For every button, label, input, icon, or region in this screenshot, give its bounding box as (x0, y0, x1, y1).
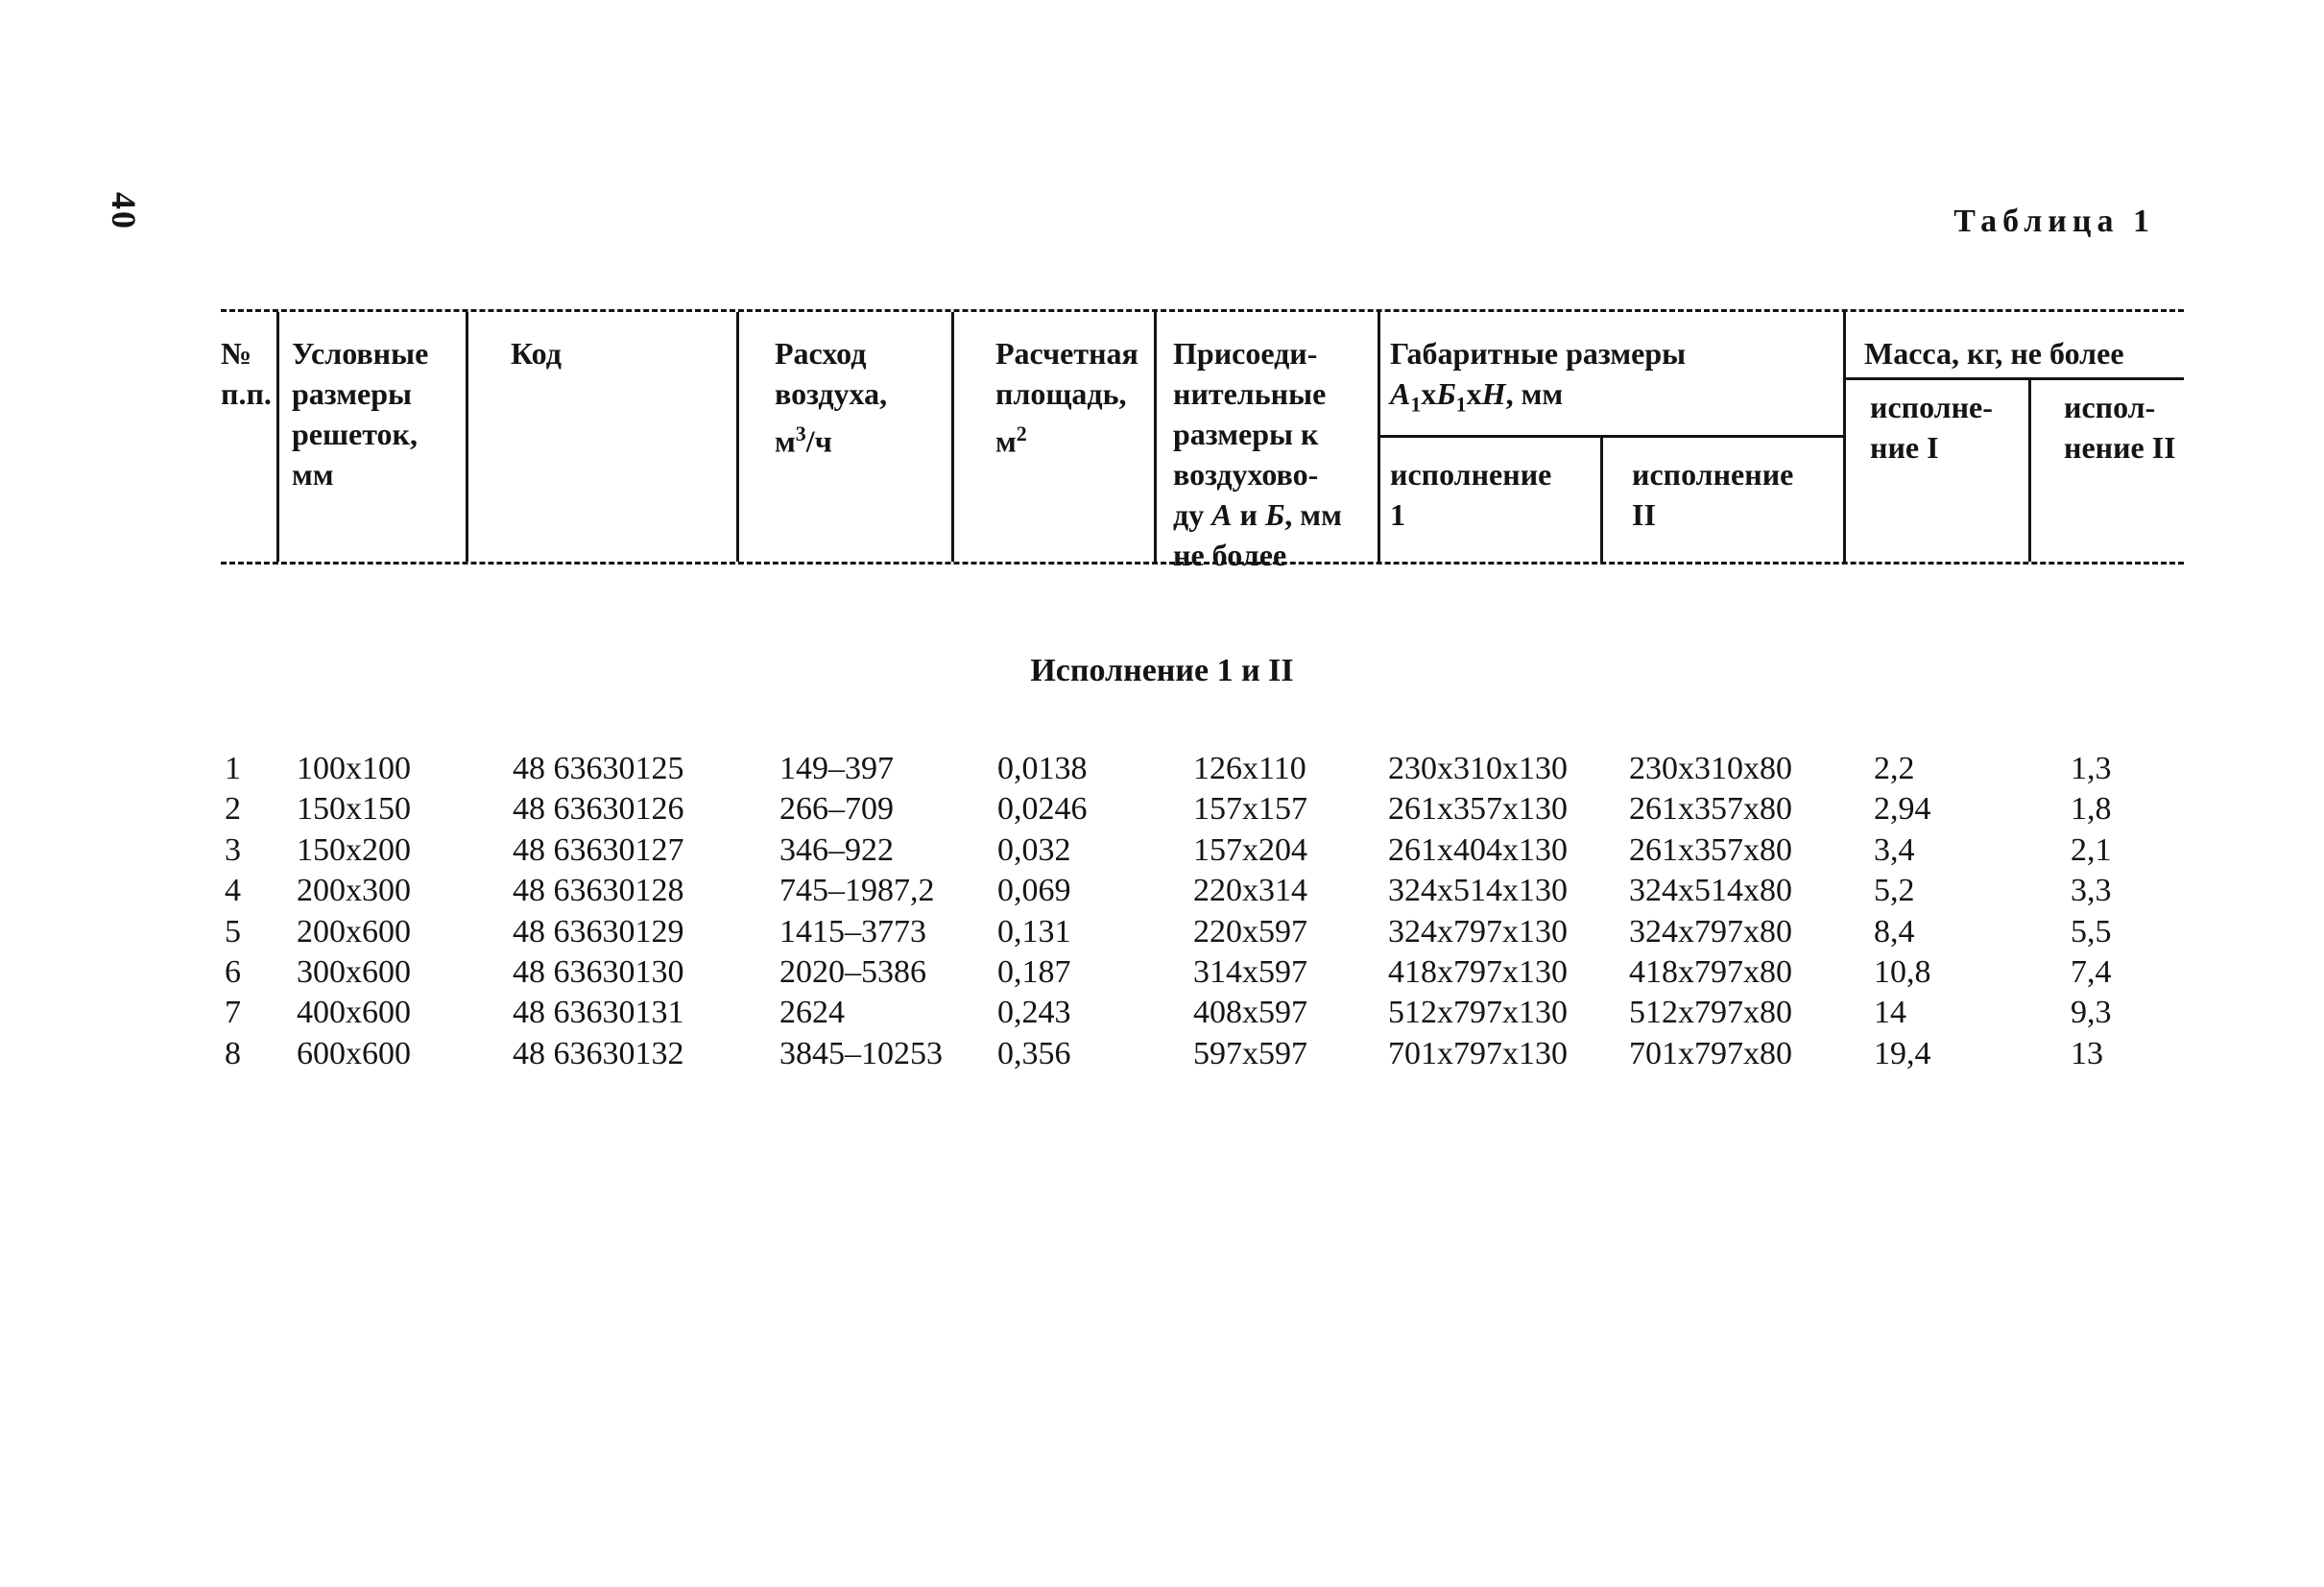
cell-area: 0,069 (997, 873, 1071, 909)
cell-mass1: 8,4 (1874, 913, 1915, 950)
header-flow: Расход воздуха, $м^3/ч$ (775, 336, 888, 459)
header-size: Условные размеры решеток, мм (292, 336, 429, 492)
cell-connect: 220x597 (1193, 913, 1307, 950)
cell-code: 48 63630125 (513, 751, 684, 786)
cell-num: 3 (225, 831, 241, 868)
cell-connect: 157x157 (1193, 791, 1307, 828)
cell-dim2: 261x357x80 (1629, 831, 1792, 868)
header-connect: Присоеди- нительные размеры к воздухово- ду А и Б, мм не более (1173, 336, 1342, 572)
cell-mass1: 10,8 (1874, 953, 1931, 990)
cell-flow: 266–709 (779, 791, 894, 828)
column-divider (1600, 435, 1603, 562)
cell-code: 48 63630127 (513, 831, 684, 868)
cell-connect: 157x204 (1193, 831, 1307, 868)
cell-flow: 3845–10253 (779, 1035, 943, 1071)
cell-dim1: 701x797x130 (1388, 1035, 1568, 1071)
cell-mass1: 2,2 (1874, 751, 1915, 786)
table-row (0, 832, 2324, 873)
cell-dim1: 261x404x130 (1388, 831, 1568, 868)
cell-code: 48 63630128 (513, 873, 684, 909)
cell-connect: 314x597 (1193, 953, 1307, 990)
cell-dim1: 261x357x130 (1388, 791, 1568, 828)
table-row (0, 791, 2324, 831)
column-divider (2028, 379, 2031, 562)
cell-size: 400x600 (297, 995, 411, 1031)
cell-area: 0,243 (997, 995, 1071, 1031)
table-row (0, 995, 2324, 1035)
header-num: № п.п. (221, 336, 272, 411)
header-mass: Масса, кг, не более (1864, 336, 2124, 371)
table-title: Таблица 1 (1953, 204, 2155, 239)
cell-flow: 2020–5386 (779, 953, 926, 990)
cell-area: 0,0138 (997, 751, 1088, 786)
cell-code: 48 63630130 (513, 953, 684, 990)
cell-num: 1 (225, 751, 241, 786)
cell-mass1: 3,4 (1874, 831, 1915, 868)
cell-size: 150x150 (297, 791, 411, 828)
cell-dim1: 324x797x130 (1388, 913, 1568, 950)
table-row (0, 914, 2324, 954)
cell-mass2: 5,5 (2071, 913, 2112, 950)
cell-mass1: 19,4 (1874, 1035, 1931, 1071)
cell-area: 0,187 (997, 953, 1071, 990)
cell-mass1: 2,94 (1874, 791, 1931, 828)
header-overall-ver2: исполнение II (1632, 457, 1794, 532)
cell-area: 0,0246 (997, 791, 1088, 828)
cell-num: 6 (225, 953, 241, 990)
table-row (0, 954, 2324, 995)
cell-size: 150x200 (297, 831, 411, 868)
cell-area: 0,032 (997, 831, 1071, 868)
cell-num: 8 (225, 1035, 241, 1071)
cell-dim2: 701x797x80 (1629, 1035, 1792, 1071)
cell-num: 5 (225, 913, 241, 950)
table-row (0, 873, 2324, 913)
table-row (0, 1036, 2324, 1076)
table-body (0, 751, 2324, 1076)
header-code: Код (511, 336, 562, 371)
cell-mass2: 3,3 (2071, 873, 2112, 909)
cell-dim1: 512x797x130 (1388, 995, 1568, 1031)
cell-code: 48 63630131 (513, 995, 684, 1031)
cell-area: 0,131 (997, 913, 1071, 950)
section-title: Исполнение 1 и II (1030, 653, 1294, 688)
page-number: 40 (105, 192, 143, 230)
cell-connect: 597x597 (1193, 1035, 1307, 1071)
column-divider (736, 312, 739, 562)
column-divider (951, 312, 954, 562)
cell-flow: 1415–3773 (779, 913, 926, 950)
cell-code: 48 63630126 (513, 791, 684, 828)
cell-mass2: 1,3 (2071, 751, 2112, 786)
cell-area: 0,356 (997, 1035, 1071, 1071)
cell-flow: 149–397 (779, 751, 894, 786)
cell-flow: 745–1987,2 (779, 873, 935, 909)
cell-flow: 2624 (779, 995, 845, 1031)
cell-size: 200x300 (297, 873, 411, 909)
subheader-divider (1378, 435, 1843, 438)
column-divider (276, 312, 279, 562)
cell-size: 100x100 (297, 751, 411, 786)
cell-dim1: 418x797x130 (1388, 953, 1568, 990)
cell-num: 7 (225, 995, 241, 1031)
column-divider (1154, 312, 1157, 562)
cell-mass2: 7,4 (2071, 953, 2112, 990)
cell-size: 200x600 (297, 913, 411, 950)
cell-mass1: 5,2 (1874, 873, 1915, 909)
cell-dim2: 324x514x80 (1629, 873, 1792, 909)
cell-dim1: 230x310x130 (1388, 751, 1568, 786)
cell-num: 2 (225, 791, 241, 828)
cell-dim2: 230x310x80 (1629, 751, 1792, 786)
cell-dim2: 512x797x80 (1629, 995, 1792, 1031)
cell-flow: 346–922 (779, 831, 894, 868)
cell-code: 48 63630129 (513, 913, 684, 950)
subheader-divider (1843, 377, 2184, 380)
cell-dim2: 261x357x80 (1629, 791, 1792, 828)
cell-dim1: 324x514x130 (1388, 873, 1568, 909)
cell-code: 48 63630132 (513, 1035, 684, 1071)
cell-mass2: 9,3 (2071, 995, 2112, 1031)
cell-num: 4 (225, 873, 241, 909)
cell-mass2: 13 (2071, 1035, 2103, 1071)
header-area: Расчетная площадь, $м^2$ (995, 336, 1138, 459)
cell-mass2: 1,8 (2071, 791, 2112, 828)
cell-dim2: 324x797x80 (1629, 913, 1792, 950)
header-overall-ver1: исполнение 1 (1390, 457, 1552, 532)
cell-mass2: 2,1 (2071, 831, 2112, 868)
cell-connect: 408x597 (1193, 995, 1307, 1031)
header-overall: Габаритные размеры $А_1хБ_1хН$, мм (1390, 336, 1687, 417)
cell-mass1: 14 (1874, 995, 1906, 1031)
table-header (221, 309, 2184, 572)
cell-dim2: 418x797x80 (1629, 953, 1792, 990)
cell-size: 300x600 (297, 953, 411, 990)
cell-size: 600x600 (297, 1035, 411, 1071)
table-row (0, 751, 2324, 791)
header-mass-ver2: испол- нение II (2064, 390, 2176, 465)
column-divider (1843, 312, 1846, 562)
header-mass-ver1: исполне- ние I (1870, 390, 1993, 465)
column-divider (466, 312, 468, 562)
cell-connect: 126x110 (1193, 751, 1306, 786)
cell-connect: 220x314 (1193, 873, 1307, 909)
